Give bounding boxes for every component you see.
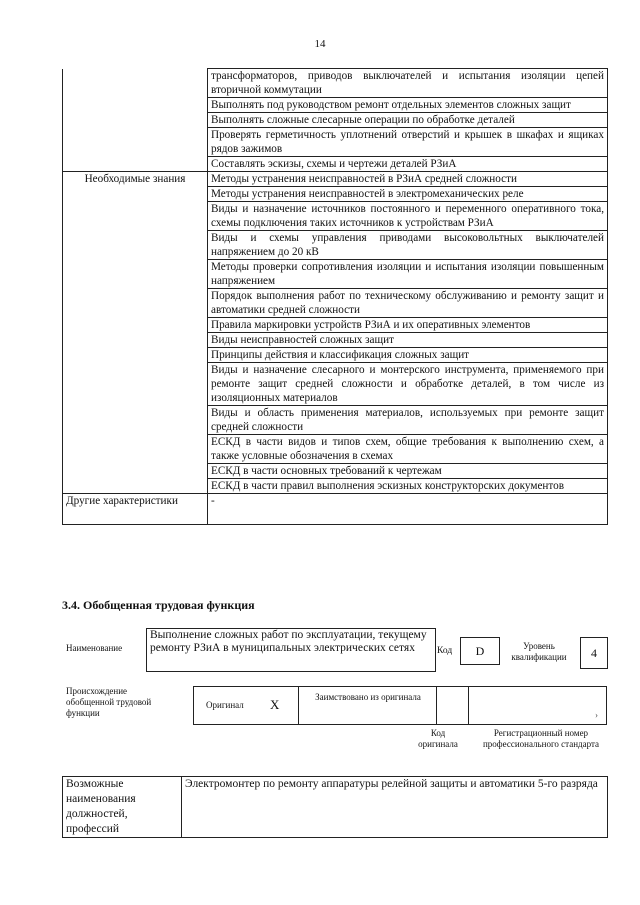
knowledge-item: ЕСКД в части основных требований к чертежам: [208, 464, 608, 479]
skill-item: Составлять эскизы, схемы и чертежи деталей РЗиА: [208, 157, 608, 172]
divider: [436, 687, 437, 724]
table-row: [63, 113, 608, 128]
registration-number-label: Регистрационный номер профессионального стандарта: [482, 728, 600, 749]
knowledge-item: Виды и схемы управления приводами высоковольтных выключателей напряжением до 20 кВ: [208, 231, 608, 260]
skill-item: Выполнять сложные слесарные операции по обработке деталей: [208, 113, 608, 128]
knowledge-item: Методы проверки сопротивления изоляции и испытания изоляции повышенным напряжением: [208, 260, 608, 289]
knowledge-item: Виды и область применения материалов, используемых при ремонте защит средней сложности: [208, 406, 608, 435]
skill-item: Выполнять под руководством ремонт отдельных элементов сложных защит: [208, 98, 608, 113]
knowledge-item: Виды и назначение источников постоянного и переменного оперативного тока, схемы подключения таких источников к устройствам РЗиА: [208, 202, 608, 231]
table-row: [63, 172, 608, 187]
positions-label: Возможные наименования должностей, профессий: [63, 777, 182, 838]
function-name: Выполнение сложных работ по эксплуатации, текущему ремонту РЗиА в муниципальных электрических сетях: [150, 629, 427, 654]
other-characteristics-value: -: [208, 494, 608, 525]
other-characteristics-label: Другие характеристики: [63, 494, 208, 525]
empty-label-cell: [63, 113, 208, 128]
borrowed-label: Заимствовано из оригинала: [315, 692, 421, 702]
knowledge-item: Методы устранения неисправностей в электромеханических реле: [208, 187, 608, 202]
empty-label-cell: [63, 98, 208, 113]
original-mark: X: [270, 697, 280, 712]
knowledge-item: Принципы действия и классификация сложных защит: [208, 348, 608, 363]
skill-item: Проверять герметичность уплотнений отверстий и крышек в шкафах и ящиках рядов зажимов: [208, 128, 608, 157]
knowledge-item: ЕСКД в части правил выполнения эскизных конструкторских документов: [208, 479, 608, 494]
table-row: [63, 69, 608, 98]
section-heading: 3.4. Обобщенная трудовая функция: [62, 598, 255, 612]
knowledge-item: Порядок выполнения работ по техническому обслуживанию и ремонту защит и автоматики средней сложности: [208, 289, 608, 318]
code-value: D: [460, 637, 500, 665]
function-name-box: [146, 628, 436, 672]
empty-label-cell: [63, 69, 208, 98]
original-code-label: Код оригинала: [418, 728, 458, 749]
table-row: [63, 98, 608, 113]
knowledge-label: Необходимые знания: [63, 172, 208, 494]
empty-label-cell: [63, 157, 208, 172]
code-label: Код: [437, 646, 453, 656]
table-row: [63, 157, 608, 172]
positions-table: [62, 776, 608, 838]
knowledge-item: Методы устранения неисправностей в РЗиА средней сложности: [208, 172, 608, 187]
divider: [298, 687, 299, 724]
skill-item: трансформаторов, приводов выключателей и испытания изоляции цепей вторичной коммутации: [208, 69, 608, 98]
table-row: [63, 128, 608, 157]
table-row: [63, 777, 608, 838]
name-label: Наименование: [66, 643, 123, 653]
positions-value: Электромонтер по ремонту аппаратуры релейной защиты и автоматики 5-го разряда: [182, 777, 608, 838]
level-label: Уровень квалификации: [511, 641, 567, 662]
knowledge-item: Виды и назначение слесарного и монтерского инструмента, применяемого при ремонте защит средней сложности и обработке деталей, в том числе из изоляционных материалов: [208, 363, 608, 406]
origin-label: Происхождение обобщенной трудовой функции: [66, 686, 152, 718]
knowledge-item: Виды неисправностей сложных защит: [208, 333, 608, 348]
original-label: Оригинал: [206, 700, 244, 710]
skills-knowledge-table: [62, 68, 608, 525]
stray-mark: ›: [595, 710, 598, 720]
knowledge-item: ЕСКД в части видов и типов схем, общие требования к выполнению схем, а также условные обозначения в схемах: [208, 435, 608, 464]
page-number: 14: [314, 38, 326, 50]
knowledge-item: Правила маркировки устройств РЗиА и их оперативных элементов: [208, 318, 608, 333]
empty-label-cell: [63, 128, 208, 157]
level-value: 4: [580, 637, 608, 669]
divider: [468, 687, 469, 724]
table-row: [63, 494, 608, 525]
